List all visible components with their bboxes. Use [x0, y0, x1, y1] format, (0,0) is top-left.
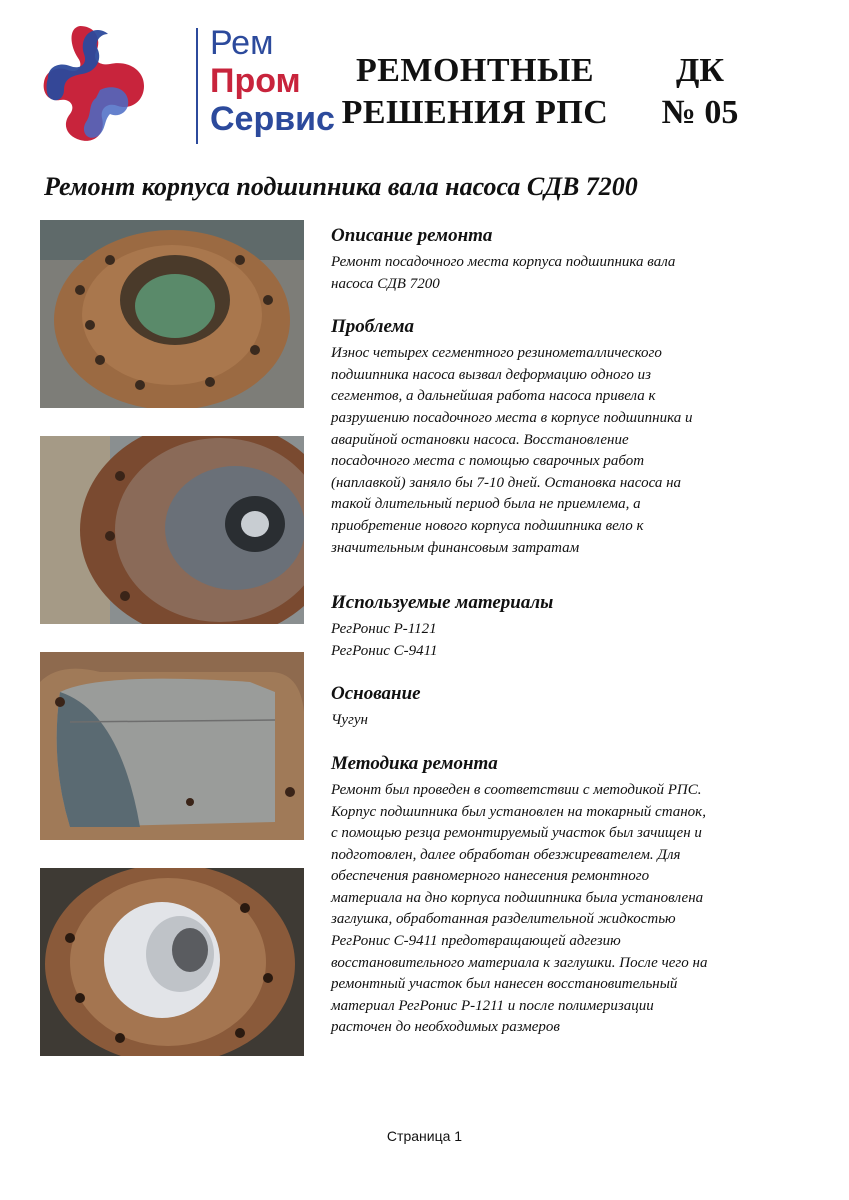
page-number: Страница 1	[386, 1128, 463, 1144]
logo-divider	[196, 28, 198, 144]
section-problem-heading: Проблема	[331, 316, 415, 338]
bore-closeup-photo-icon	[40, 652, 304, 840]
photo-bore-closeup	[40, 652, 304, 840]
section-method	[331, 752, 771, 1039]
photo-coated-bore	[40, 868, 304, 1056]
section-description	[331, 224, 771, 295]
section-materials-text: РегРонис Р-1121 РегРонис С-9411	[331, 621, 438, 659]
section-materials-heading: Используемые материалы	[331, 592, 554, 614]
repair-content	[331, 224, 771, 1059]
logo-word-prom: Пром	[210, 62, 301, 100]
section-base	[331, 682, 771, 732]
logo-word-servis: Сервис	[210, 100, 335, 138]
bore-interior-photo-icon	[40, 436, 304, 624]
section-base-heading: Основание	[331, 683, 421, 705]
section-materials	[331, 591, 771, 662]
section-method-heading: Методика ремонта	[331, 752, 498, 774]
photo-bore-interior	[40, 436, 304, 624]
section-method-text: Ремонт был проведен в соответствии с методикой РПС. Корпус подшипника был установлен на токарный станок, с помощью резца ремонтируемый участок был зачищен и подготовлен, далее обработан обезжиревателем. Для обеспечения равномерного нанесения ремонтного материала на дно корпуса подшипника была установлена заглушка, обработанная разделительной жидкостью РегРонис С-9411 предотвращающей адгезию восстановительного материала к заглушки. После чего на ремонтный участок был нанесен восстановительный материал РегРонис Р-1211 и после полимеризации расточен до необходимых размеров	[331, 781, 708, 1036]
section-problem-text: Износ четырех сегментного резинометаллического подшипника насоса вызвал деформацию одного из сегментов, а дальнейшая работа насоса привела к разрушению посадочного места в корпусе подшипника и аварийной остановки насоса. Восстановление посадочного места с помощью сварочных работ (наплавкой) заняло бы 7-10 дней. Остановка насоса на такой длительный период была не приемлема, а приобретение нового корпуса подшипника вело к значительным финансовым затратам	[331, 345, 693, 556]
coated-bore-photo-icon	[40, 868, 304, 1056]
section-base-text: Чугун	[331, 712, 368, 729]
section-description-text: Ремонт посадочного места корпуса подшипника вала насоса СДВ 7200	[331, 254, 676, 292]
photo-flange-housing	[40, 220, 304, 408]
logo-wordmark	[210, 24, 335, 138]
logo-word-rem: Рем	[210, 24, 274, 62]
flange-housing-photo-icon	[40, 220, 304, 408]
logo-mark-icon	[40, 20, 150, 148]
section-problem	[331, 315, 771, 559]
document-code: ДК № 05	[661, 52, 739, 131]
company-logo	[40, 20, 335, 148]
page-title: Ремонт корпуса подшипника вала насоса СДВ 7200	[44, 172, 638, 201]
header-title: РЕМОНТНЫЕ РЕШЕНИЯ РПС	[341, 52, 609, 131]
section-description-heading: Описание ремонта	[331, 225, 493, 246]
